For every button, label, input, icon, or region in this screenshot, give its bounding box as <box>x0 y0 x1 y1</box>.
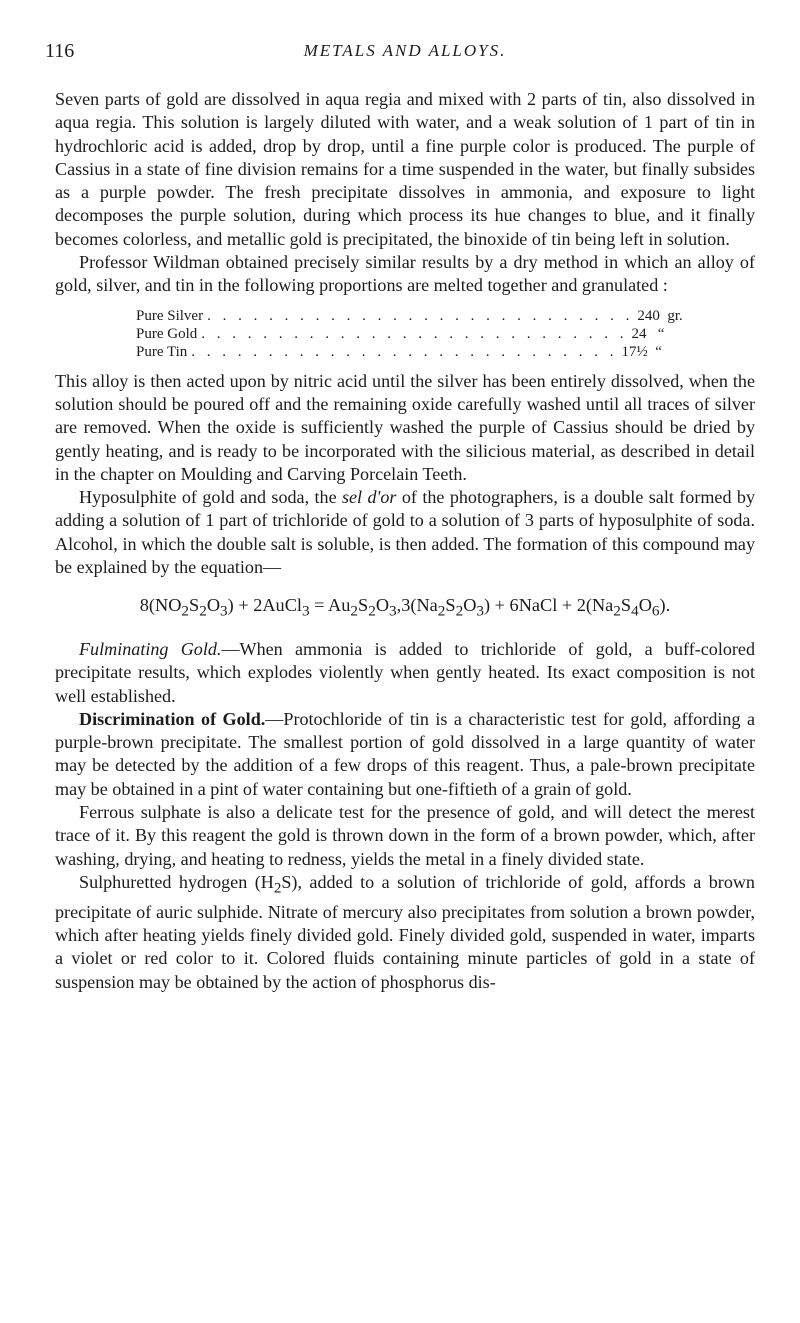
recipe-row <box>136 343 662 361</box>
chemical-equation: $8(NO_2S_2O_3)$ + 2AuCl$_3$ = $Au_2S_2O_3,3(Na_2S_2O_3)$ + 6NaCl + $2(Na_2S_4O_6)$. <box>139 595 671 620</box>
recipe-row <box>136 307 683 325</box>
recipe-row <box>136 325 665 343</box>
dot-leader: . . . . . . . . . . . . . . . . . . . . . . . . . . . . <box>201 325 628 342</box>
paragraph-purple-of-cassius: Seven parts of gold are dissolved in aqua regia and mixed with 2 parts of tin, also dissolved in aqua regia. This solution is largely diluted with water, and a weak solution of 1 part of tin in hydrochloric acid is added, drop by drop, until a fine purple color is produced. The purple of Cassius in a state of fine division remains for a time suspended in the water, but finally subsides as a purple powder. The fresh precipitate dissolves in ammonia, and exposure to light decomposes the purple solution, during which process its hue changes to blue, and it finally becomes colorless, and metallic gold is precipitated, the binoxide of tin being left in solution. <box>55 89 755 249</box>
paragraph-hyposulphite: Hyposulphite of gold and soda, the sel d'or of the photographers, is a double salt formed by adding a solution of 1 part of trichloride of gold to a solution of 3 parts of hyposulphite of soda. Alcohol, in which the double salt is soluble, is then added. The formation of this compound may be explained by the equation— <box>55 487 755 578</box>
book-page <box>45 40 755 994</box>
recipe-quantity: 240 gr. <box>637 307 683 324</box>
dot-leader: . . . . . . . . . . . . . . . . . . . . . . . . . . . . <box>207 307 634 324</box>
paragraph-discrimination-of-gold: Discrimination of Gold.—Protochloride of tin is a characteristic test for gold, affording a purple-brown precipitate. The smallest portion of gold dissolved in a large quantity of water may be detected by the addition of a few drops of this reagent. Thus, a pale-brown precipitate may be obtained in a pint of water containing but one-fiftieth of a grain of gold. <box>55 708 755 799</box>
running-title: METALS AND ALLOYS. <box>303 41 507 60</box>
running-head <box>45 40 755 70</box>
section-heading-discrimination: Discrimination of Gold. <box>79 708 266 729</box>
paragraph-fulminating-gold: Fulminating Gold.—When ammonia is added to trichloride of gold, a buff-colored precipitate results, which explodes violently when gently heated. Its exact composition is not well established. <box>55 639 755 706</box>
recipe-ingredient: Pure Tin <box>136 343 188 360</box>
paragraph-ferrous-sulphate: Ferrous sulphate is also a delicate test for the presence of gold, and will detect the merest trace of it. By this reagent the gold is thrown down in the form of a brown powder, which, after washing, drying, and heating to redness, yields the metal in a finely divided state. <box>55 802 755 869</box>
page-number: 116 <box>45 40 75 62</box>
recipe-quantity: 17½ “ <box>621 343 662 360</box>
recipe-ingredient: Pure Gold <box>136 325 198 342</box>
paragraph-wildman-method: Professor Wildman obtained precisely similar results by a dry method in which an alloy of gold, silver, and tin in the following proportions are melted together and granulated : <box>55 252 755 296</box>
sel-dor-term: sel d'or <box>341 487 397 508</box>
dot-leader: . . . . . . . . . . . . . . . . . . . . . . . . . . . . <box>191 343 618 360</box>
recipe-ingredient: Pure Silver <box>136 307 204 324</box>
section-heading-fulminating-gold: Fulminating Gold. <box>79 639 222 659</box>
recipe-quantity: 24 “ <box>631 325 665 342</box>
paragraph-nitric-acid-treatment: This alloy is then acted upon by nitric acid until the silver has been entirely dissolved, when the solution should be poured off and the remaining oxide carefully washed until all traces of silver are removed. When the oxide is sufficiently washed the purple of Cassius should be dried by gently heating, and is ready to be incorporated with the silicious material, as described in detail in the chapter on Moulding and Carving Porcelain Teeth. <box>55 370 755 484</box>
alloy-proportions-list <box>136 307 755 361</box>
paragraph-sulphuretted-hydrogen: Sulphuretted hydrogen $(H_2S)$, added to a solution of trichloride of gold, affords a brown precipitate of auric sulphide. Nitrate of mercury also precipitates from solution a brown powder, which after heating yields finely divided gold. Finely divided gold, suspended in water, imparts a violet or red color to it. Colored fluids containing minute particles of gold in a state of suspension may be obtained by the action of phosphorus dis- <box>55 871 755 992</box>
